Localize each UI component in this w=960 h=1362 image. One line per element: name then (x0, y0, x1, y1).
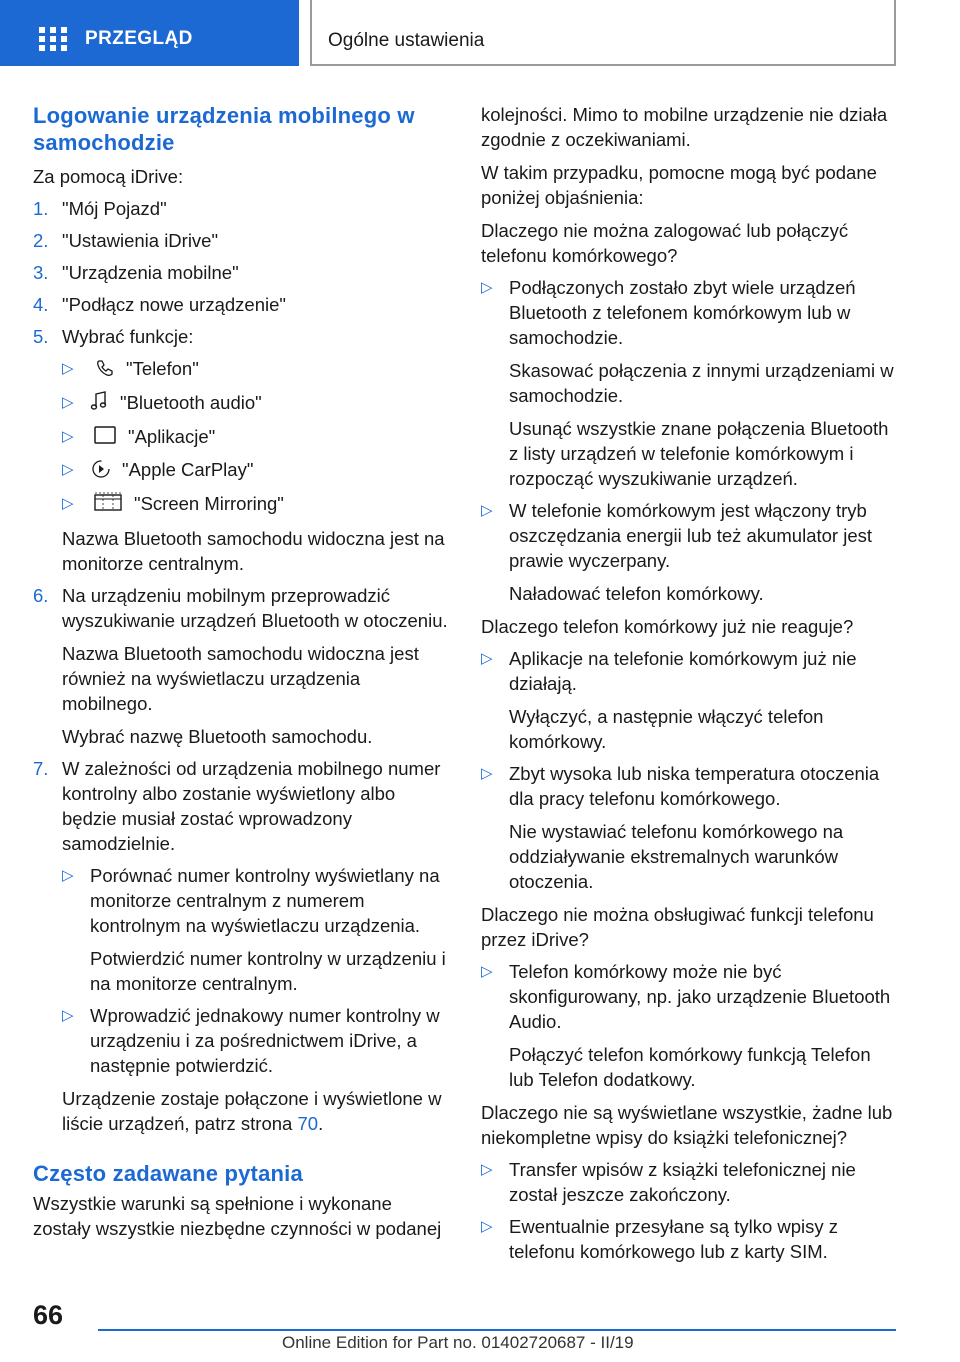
answer-note: Połączyć telefon komórkowy funkcją Telefon lub Telefon dodatkowy. (509, 1044, 871, 1090)
step-6 (33, 583, 451, 749)
step-number: 2. (33, 230, 49, 251)
answer-1-2 (481, 498, 895, 606)
answer-text: Telefon komórkowy może nie być skonfigurowany, np. jako urządzenie Bluetooth Audio. (509, 961, 891, 1032)
left-column (33, 102, 451, 1241)
page-header (0, 0, 960, 66)
footer-divider (98, 1329, 896, 1331)
triangle-bullet-icon: ▷ (62, 1007, 74, 1025)
step-text: W zależności od urządzenia mobilnego numer kontrolny albo zostanie wyświetlony albo będzie musiał zostać wprowadzony samodzielnie. (62, 758, 441, 855)
answer-2-2 (481, 761, 895, 894)
triangle-bullet-icon: ▷ (481, 765, 493, 782)
step-text: "Urządzenia mobilne" (62, 262, 239, 283)
faq-title: Często zadawane pytania (33, 1161, 303, 1187)
answer-note: Naładować telefon komórkowy. (509, 583, 764, 604)
step-7 (33, 756, 451, 1136)
answer-text: Transfer wpisów z książki telefonicznej nie został jeszcze zakończony. (509, 1159, 856, 1205)
answer-1-1 (481, 275, 895, 491)
step-6-action: Wybrać nazwę Bluetooth samochodu. (62, 726, 373, 748)
step-number: 4. (33, 294, 49, 315)
triangle-bullet-icon: ▷ (481, 279, 493, 296)
tab-overview[interactable] (0, 0, 299, 66)
triangle-bullet-icon: ▷ (481, 1218, 493, 1235)
page-link[interactable]: 70 (297, 1113, 319, 1135)
function-label: "Aplikacje" (128, 425, 216, 447)
step-7-option-enter (62, 1003, 451, 1078)
step-text: "Ustawienia iDrive" (62, 230, 219, 251)
step-number: 7. (33, 758, 49, 780)
footer-edition: Online Edition for Part no. 01402720687 - II/19 (282, 1333, 634, 1352)
answer-text: W telefonie komórkowym jest włączony tryb oszczędzania energii lub też akumulator jest prawie wyczerpany. (509, 500, 872, 571)
closing-text-body: Urządzenie zostaje połączone i wyświetlone w liście urządzeń, patrz strona (62, 1088, 442, 1135)
step-2 (33, 228, 451, 253)
screen-mirroring-icon (94, 492, 122, 518)
function-bluetooth-audio (62, 390, 451, 417)
option-text: Porównać numer kontrolny wyświetlany na monitorze centralnym z numerem kontrolnym na wyświetlaczu urządzenia. (90, 865, 440, 937)
step-number: 6. (33, 585, 49, 607)
answer-note: Usunąć wszystkie znane połączenia Bluetooth z listy urządzeń w telefonie komórkowym i rozpocząć wyszukiwanie urządzeń. (509, 418, 889, 489)
step-number: 5. (33, 326, 49, 347)
triangle-bullet-icon: ▷ (62, 867, 74, 885)
tab-section[interactable] (310, 0, 896, 66)
answer-4-2 (481, 1214, 895, 1264)
answer-note: Nie wystawiać telefonu komórkowego na oddziaływanie ekstremalnych warunków otoczenia. (509, 821, 844, 892)
step-text: "Podłącz nowe urządzenie" (62, 294, 286, 315)
triangle-bullet-icon: ▷ (62, 393, 74, 411)
answer-text: Aplikacje na telefonie komórkowym już nie działają. (509, 648, 857, 694)
question-2: Dlaczego telefon komórkowy już nie reaguje? (481, 616, 854, 637)
answer-3-1 (481, 959, 895, 1092)
faq-intro: Wszystkie warunki są spełnione i wykonane zostały wszystkie niezbędne czynności w podanej (33, 1193, 442, 1240)
carplay-icon (92, 459, 110, 484)
apps-icon (94, 425, 116, 450)
step-1 (33, 196, 451, 221)
page-number: 66 (33, 1300, 64, 1330)
step-number: 1. (33, 198, 49, 219)
function-label: "Telefon" (126, 358, 199, 379)
closing-period: . (318, 1113, 324, 1135)
question-3: Dlaczego nie można obsługiwać funkcji telefonu przez iDrive? (481, 904, 874, 950)
step-text: Na urządzeniu mobilnym przeprowadzić wyszukiwanie urządzeń Bluetooth w otoczeniu. (62, 585, 448, 632)
function-telefon (62, 356, 451, 383)
tab-section-label: Ogólne ustawienia (328, 30, 485, 51)
triangle-bullet-icon: ▷ (481, 502, 493, 519)
section-title: Logowanie urządzenia mobilnego w samochodzie (33, 103, 415, 155)
grid-menu-icon (39, 27, 67, 51)
step-text: "Mój Pojazd" (62, 198, 167, 219)
step-number: 3. (33, 262, 49, 283)
question-1: Dlaczego nie można zalogować lub połączyć telefonu komórkowego? (481, 220, 849, 266)
function-label: "Bluetooth audio" (120, 391, 262, 413)
triangle-bullet-icon: ▷ (481, 650, 493, 667)
option-note: Potwierdzić numer kontrolny w urządzeniu i na monitorze centralnym. (90, 948, 446, 995)
answer-text: Podłączonych zostało zbyt wiele urządzeń Bluetooth z telefonem komórkowym lub w samochodzie. (509, 277, 856, 348)
answer-note: Wyłączyć, a następnie włączyć telefon komórkowy. (509, 706, 824, 752)
faq-intro-continued: kolejności. Mimo to mobilne urządzenie nie działa zgodnie z oczekiwaniami. (481, 104, 888, 150)
triangle-bullet-icon: ▷ (481, 1161, 493, 1178)
answer-note: Skasować połączenia z innymi urządzeniami w samochodzie. (509, 360, 894, 406)
step-7-option-compare (62, 863, 451, 996)
function-screen-mirroring (62, 491, 451, 518)
answer-text: Ewentualnie przesyłane są tylko wpisy z telefonu komórkowego lub z karty SIM. (509, 1216, 839, 1262)
answer-4-1 (481, 1157, 895, 1207)
step-6-note: Nazwa Bluetooth samochodu widoczna jest również na wyświetlaczu urządzenia mobilnego. (62, 643, 419, 715)
phone-icon (96, 358, 114, 383)
step-4 (33, 292, 451, 317)
right-column (481, 102, 895, 1264)
step-text: Wybrać funkcje: (62, 326, 194, 347)
answer-2-1 (481, 646, 895, 754)
intro-text: Za pomocą iDrive: (33, 166, 184, 187)
triangle-bullet-icon: ▷ (62, 461, 74, 479)
triangle-bullet-icon: ▷ (481, 963, 493, 980)
triangle-bullet-icon: ▷ (62, 427, 74, 445)
step-5-note: Nazwa Bluetooth samochodu widoczna jest na monitorze centralnym. (62, 528, 445, 575)
question-4: Dlaczego nie są wyświetlane wszystkie, żadne lub niekompletne wpisy do książki telefonicznej? (481, 1102, 893, 1148)
tab-overview-label: PRZEGLĄD (85, 28, 193, 49)
closing-text (62, 1086, 451, 1136)
answer-text: Zbyt wysoka lub niska temperatura otoczenia dla pracy telefonu komórkowego. (509, 763, 880, 809)
function-label: "Apple CarPlay" (122, 459, 254, 481)
function-apple-carplay (62, 457, 451, 484)
faq-help-text: W takim przypadku, pomocne mogą być podane poniżej objaśnienia: (481, 162, 877, 208)
function-aplikacje (62, 424, 451, 451)
triangle-bullet-icon: ▷ (62, 360, 74, 377)
step-5 (33, 324, 451, 576)
option-text: Wprowadzić jednakowy numer kontrolny w urządzeniu i za pośrednictwem iDrive, a następnie potwierdzić. (90, 1005, 440, 1077)
function-label: "Screen Mirroring" (134, 492, 284, 514)
music-note-icon (90, 391, 108, 417)
step-3 (33, 260, 451, 285)
triangle-bullet-icon: ▷ (62, 494, 74, 512)
